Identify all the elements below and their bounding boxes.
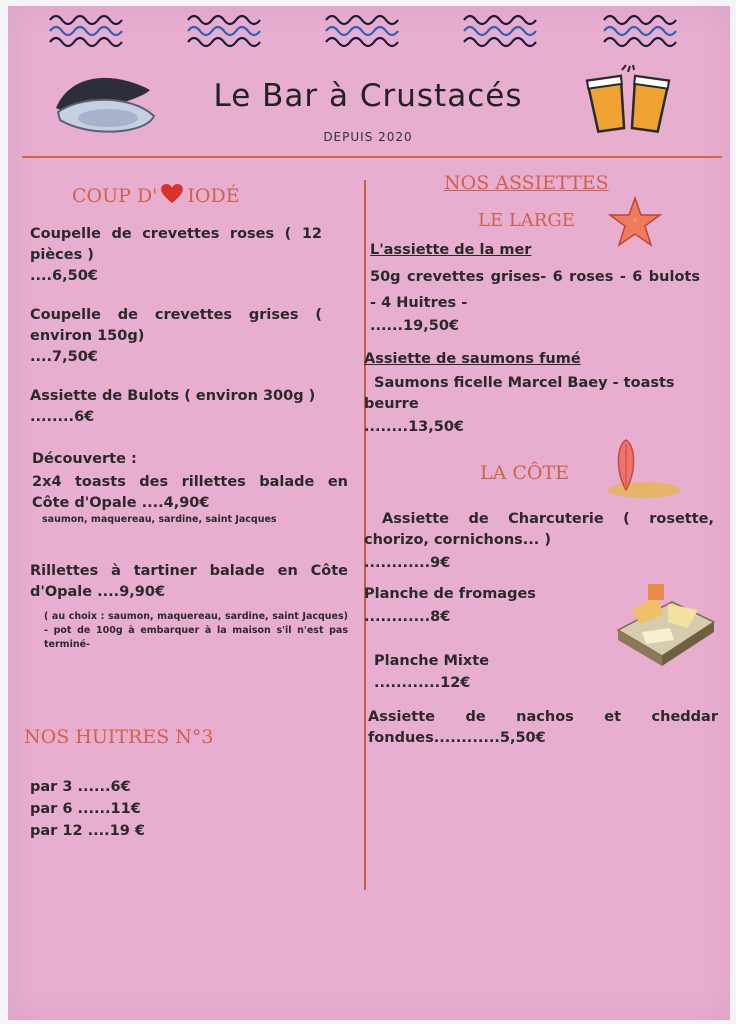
huitres-par-3: par 3 ......6€	[30, 779, 131, 795]
bulots-price: ........6€	[30, 409, 95, 425]
coupelle-roses-item: Coupelle de crevettes roses ( 12 pièces )	[30, 226, 322, 263]
mussel-icon	[50, 68, 160, 140]
rillettes-note: ( au choix : saumon, maquereau, sardine, saint Jacques) - pot de 100g à embarquer à la maison s'il n'est pas terminé-	[44, 611, 348, 650]
heart-icon	[161, 184, 183, 204]
huitres-par-6: par 6 ......11€	[30, 801, 141, 817]
mixte-price: ............12€	[374, 675, 471, 691]
coupelle-roses-price: ....6,50€	[30, 268, 98, 284]
charcuterie-price: ............9€	[364, 555, 451, 571]
mixte-title: Planche Mixte	[374, 653, 490, 669]
restaurant-title: Le Bar à Crustacés	[213, 78, 523, 114]
assiette-saumon-price: ........13,50€	[364, 419, 465, 435]
fromages-title: Planche de fromages	[364, 586, 536, 602]
assiette-mer-price: ......19,50€	[370, 318, 460, 334]
beer-glasses-icon	[582, 64, 674, 134]
menu-sheet	[8, 6, 730, 1020]
decouverte-item: 2x4 toasts des rillettes balade en Côte d'Opale ....4,90€	[32, 474, 348, 511]
starfish-icon	[608, 196, 662, 248]
coup-iode-heading	[72, 184, 240, 207]
charcuterie-item: Assiette de Charcuterie ( rosette, chorizo, cornichons... )	[364, 511, 714, 548]
wave-icon	[462, 12, 544, 50]
wave-icon	[602, 12, 684, 50]
assiette-saumon-title: Assiette de saumons fumé	[364, 351, 581, 367]
bulots-item: Assiette de Bulots ( environ 300g )	[30, 388, 316, 404]
assiette-mer-title: L'assiette de la mer	[370, 242, 532, 258]
assiettes-heading: NOS ASSIETTES	[444, 172, 609, 194]
header-divider	[22, 156, 722, 158]
huitres-par-12: par 12 ....19 €	[30, 823, 145, 839]
fromages-price: ............8€	[364, 609, 451, 625]
wave-icon	[48, 12, 130, 50]
surfboard-icon	[604, 438, 684, 500]
huitres-heading: NOS HUITRES N°3	[24, 726, 214, 748]
coupelle-grises-item: Coupelle de crevettes grises ( environ 150g)	[30, 307, 322, 344]
decouverte-note: saumon, maquereau, sardine, saint Jacques	[42, 514, 277, 525]
decouverte-label: Découverte :	[32, 451, 137, 467]
la-cote-heading: LA CÔTE	[480, 462, 570, 484]
coup-heading-part1: COUP D'	[72, 185, 158, 207]
wave-icon	[324, 12, 406, 50]
nachos-item: Assiette de nachos et cheddar fondues............5,50€	[368, 709, 718, 746]
wave-icon	[186, 12, 268, 50]
since-label: DEPUIS 2020	[323, 130, 413, 144]
coupelle-grises-price: ....7,50€	[30, 349, 98, 365]
le-large-heading: LE LARGE	[478, 210, 575, 231]
assiette-mer-desc: 50g crevettes grises- 6 roses - 6 bulots - 4 Huitres -	[370, 269, 700, 311]
assiette-saumon-desc: Saumons ficelle Marcel Baey - toasts beurre	[364, 375, 675, 412]
cheese-board-icon	[612, 580, 718, 674]
coup-heading-part2: IODÉ	[187, 185, 240, 207]
rillettes-item: Rillettes à tartiner balade en Côte d'Opale ....9,90€	[30, 563, 348, 600]
